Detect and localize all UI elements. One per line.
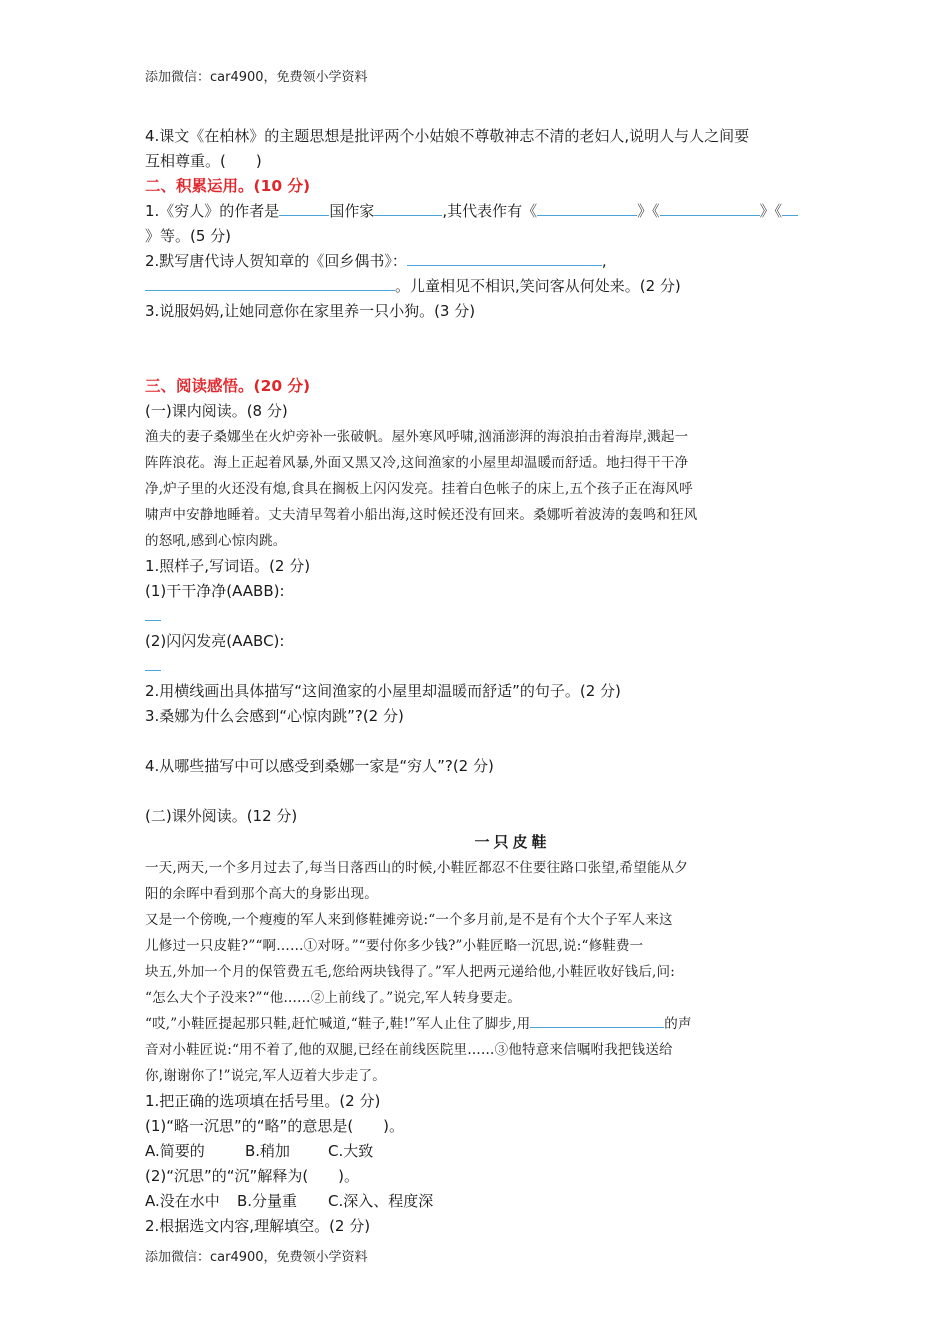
- part2-question-1-2: (2)“沉思”的“沉”解释为( )。: [145, 1167, 360, 1185]
- option-c[interactable]: C.大致: [328, 1142, 374, 1160]
- section-2-title: 二、积累运用。(10 分): [145, 177, 311, 195]
- tone-blank[interactable]: [530, 1012, 664, 1028]
- work-blank-1[interactable]: [537, 199, 637, 216]
- page-footer: 添加微信：car4900，免费领小学资料: [145, 1250, 368, 1265]
- option-b[interactable]: B.稍加: [245, 1142, 291, 1160]
- part2-question-1: 1.把正确的选项填在括号里。(2 分): [145, 1092, 381, 1110]
- answer-space[interactable]: [145, 729, 810, 754]
- story-passage: [145, 855, 810, 1089]
- part2-question-2: 2.根据选文内容,理解填空。(2 分): [145, 1217, 371, 1235]
- story-line: 你,谢谢你了!”说完,军人迈着大步走了。: [145, 1068, 386, 1084]
- part1-question-3: 3.桑娜为什么会感到“心惊肉跳”?(2 分): [145, 707, 404, 725]
- author-blank[interactable]: [279, 199, 329, 216]
- option-b[interactable]: B.分量重: [237, 1192, 298, 1210]
- part1-question-1-2: (2)闪闪发亮(AABC):: [145, 632, 285, 650]
- passage-line: 啸声中安静地睡着。丈夫清早驾着小船出海,这时候还没有回来。桑娜听着波涛的轰鸣和狂风: [145, 507, 698, 523]
- story-line: 音对小鞋匠说:“用不着了,他的双腿,已经在前线医院里……③他特意来信嘱咐我把钱送给: [145, 1042, 673, 1058]
- story-line: 又是一个傍晚,一个瘦瘦的军人来到修鞋摊旁说:“一个多月前,是不是有个大个子军人来这: [145, 912, 673, 928]
- work-blank-2[interactable]: [660, 199, 760, 216]
- part1-question-2: 2.用横线画出具体描写“这间渔家的小屋里却温暖而舒适”的句子。(2 分): [145, 682, 621, 700]
- options-row-2: [145, 1189, 810, 1214]
- answer-space[interactable]: [145, 324, 810, 374]
- part-1-title: (一)课内阅读。(8 分): [145, 402, 288, 420]
- part1-question-4: 4.从哪些描写中可以感受到桑娜一家是“穷人”?(2 分): [145, 757, 494, 775]
- story-title: 一只皮鞋: [474, 833, 551, 851]
- story-line: “怎么大个子没来?”“他……②上前线了。”说完,军人转身要走。: [145, 990, 522, 1006]
- part2-question-1-1: (1)“略一沉思”的“略”的意思是( )。: [145, 1117, 405, 1135]
- aabc-blank[interactable]: [145, 654, 161, 671]
- passage-line: 渔夫的妻子桑娜坐在火炉旁补一张破帆。屋外寒风呼啸,汹涌澎湃的海浪拍击着海岸,溅起一: [145, 429, 689, 445]
- option-a[interactable]: A.简要的: [145, 1142, 205, 1160]
- worksheet-body: [145, 124, 810, 1239]
- country-blank[interactable]: [374, 199, 442, 216]
- story-line: “哎,”小鞋匠提起那只鞋,赶忙喊道,“鞋子,鞋!”军人止住了脚步,用 的声: [145, 1011, 810, 1037]
- passage-line: 的怒吼,感到心惊肉跳。: [145, 533, 287, 549]
- story-line: 儿修过一只皮鞋?”“啊……①对呀。”“要付你多少钱?”小鞋匠略一沉思,说:“修鞋费一: [145, 938, 644, 954]
- passage-1: [145, 424, 810, 554]
- section2-question-2-line2: 。儿童相见不相识,笑问客从何处来。(2 分): [145, 274, 810, 299]
- story-line: 一天,两天,一个多月过去了,每当日落西山的时候,小鞋匠都忍不住要往路口张望,希望能从夕: [145, 860, 689, 876]
- section2-question-1: 1.《穷人》的作者是 国作家 ,其代表作有《 》《 》《: [145, 199, 810, 224]
- poem-blank-1[interactable]: [407, 249, 602, 266]
- question-4-line2: 互相尊重。( ): [145, 152, 262, 170]
- passage-line: 阵阵浪花。海上正起着风暴,外面又黑又冷,这间渔家的小屋里却温暖而舒适。地扫得干干净: [145, 455, 689, 471]
- question-4-line1: 4.课文《在柏林》的主题思想是批评两个小姑娘不尊敬神志不清的老妇人,说明人与人之间要: [145, 127, 750, 145]
- option-c[interactable]: C.深入、程度深: [328, 1192, 434, 1210]
- part-2-title: (二)课外阅读。(12 分): [145, 807, 298, 825]
- story-line: 阳的余晖中看到那个高大的身影出现。: [145, 886, 378, 902]
- section2-question-1-end: 》等。(5 分): [145, 227, 232, 245]
- section-3-title: 三、阅读感悟。(20 分): [145, 377, 311, 395]
- part1-question-1: 1.照样子,写词语。(2 分): [145, 557, 311, 575]
- part1-question-1-1: (1)干干净净(AABB):: [145, 582, 285, 600]
- answer-line: [145, 654, 810, 679]
- option-a[interactable]: A.没在水中: [145, 1192, 220, 1210]
- page-header: 添加微信：car4900，免费领小学资料: [145, 70, 368, 85]
- section2-question-3: 3.说服妈妈,让她同意你在家里养一只小狗。(3 分): [145, 302, 476, 320]
- work-blank-3[interactable]: [782, 199, 798, 216]
- aabb-blank[interactable]: [145, 604, 161, 621]
- story-line: 块五,外加一个月的保管费五毛,您给两块钱得了。”军人把两元递给他,小鞋匠收好钱后,问:: [145, 964, 675, 980]
- section2-question-2: 2.默写唐代诗人贺知章的《回乡偶书》： ,: [145, 249, 810, 274]
- poem-blank-2[interactable]: [145, 274, 395, 291]
- options-row-1: [145, 1139, 810, 1164]
- answer-space[interactable]: [145, 779, 810, 804]
- passage-line: 净,炉子里的火还没有熄,食具在搁板上闪闪发亮。挂着白色帐子的床上,五个孩子正在海风呼: [145, 481, 693, 497]
- answer-line: [145, 604, 810, 629]
